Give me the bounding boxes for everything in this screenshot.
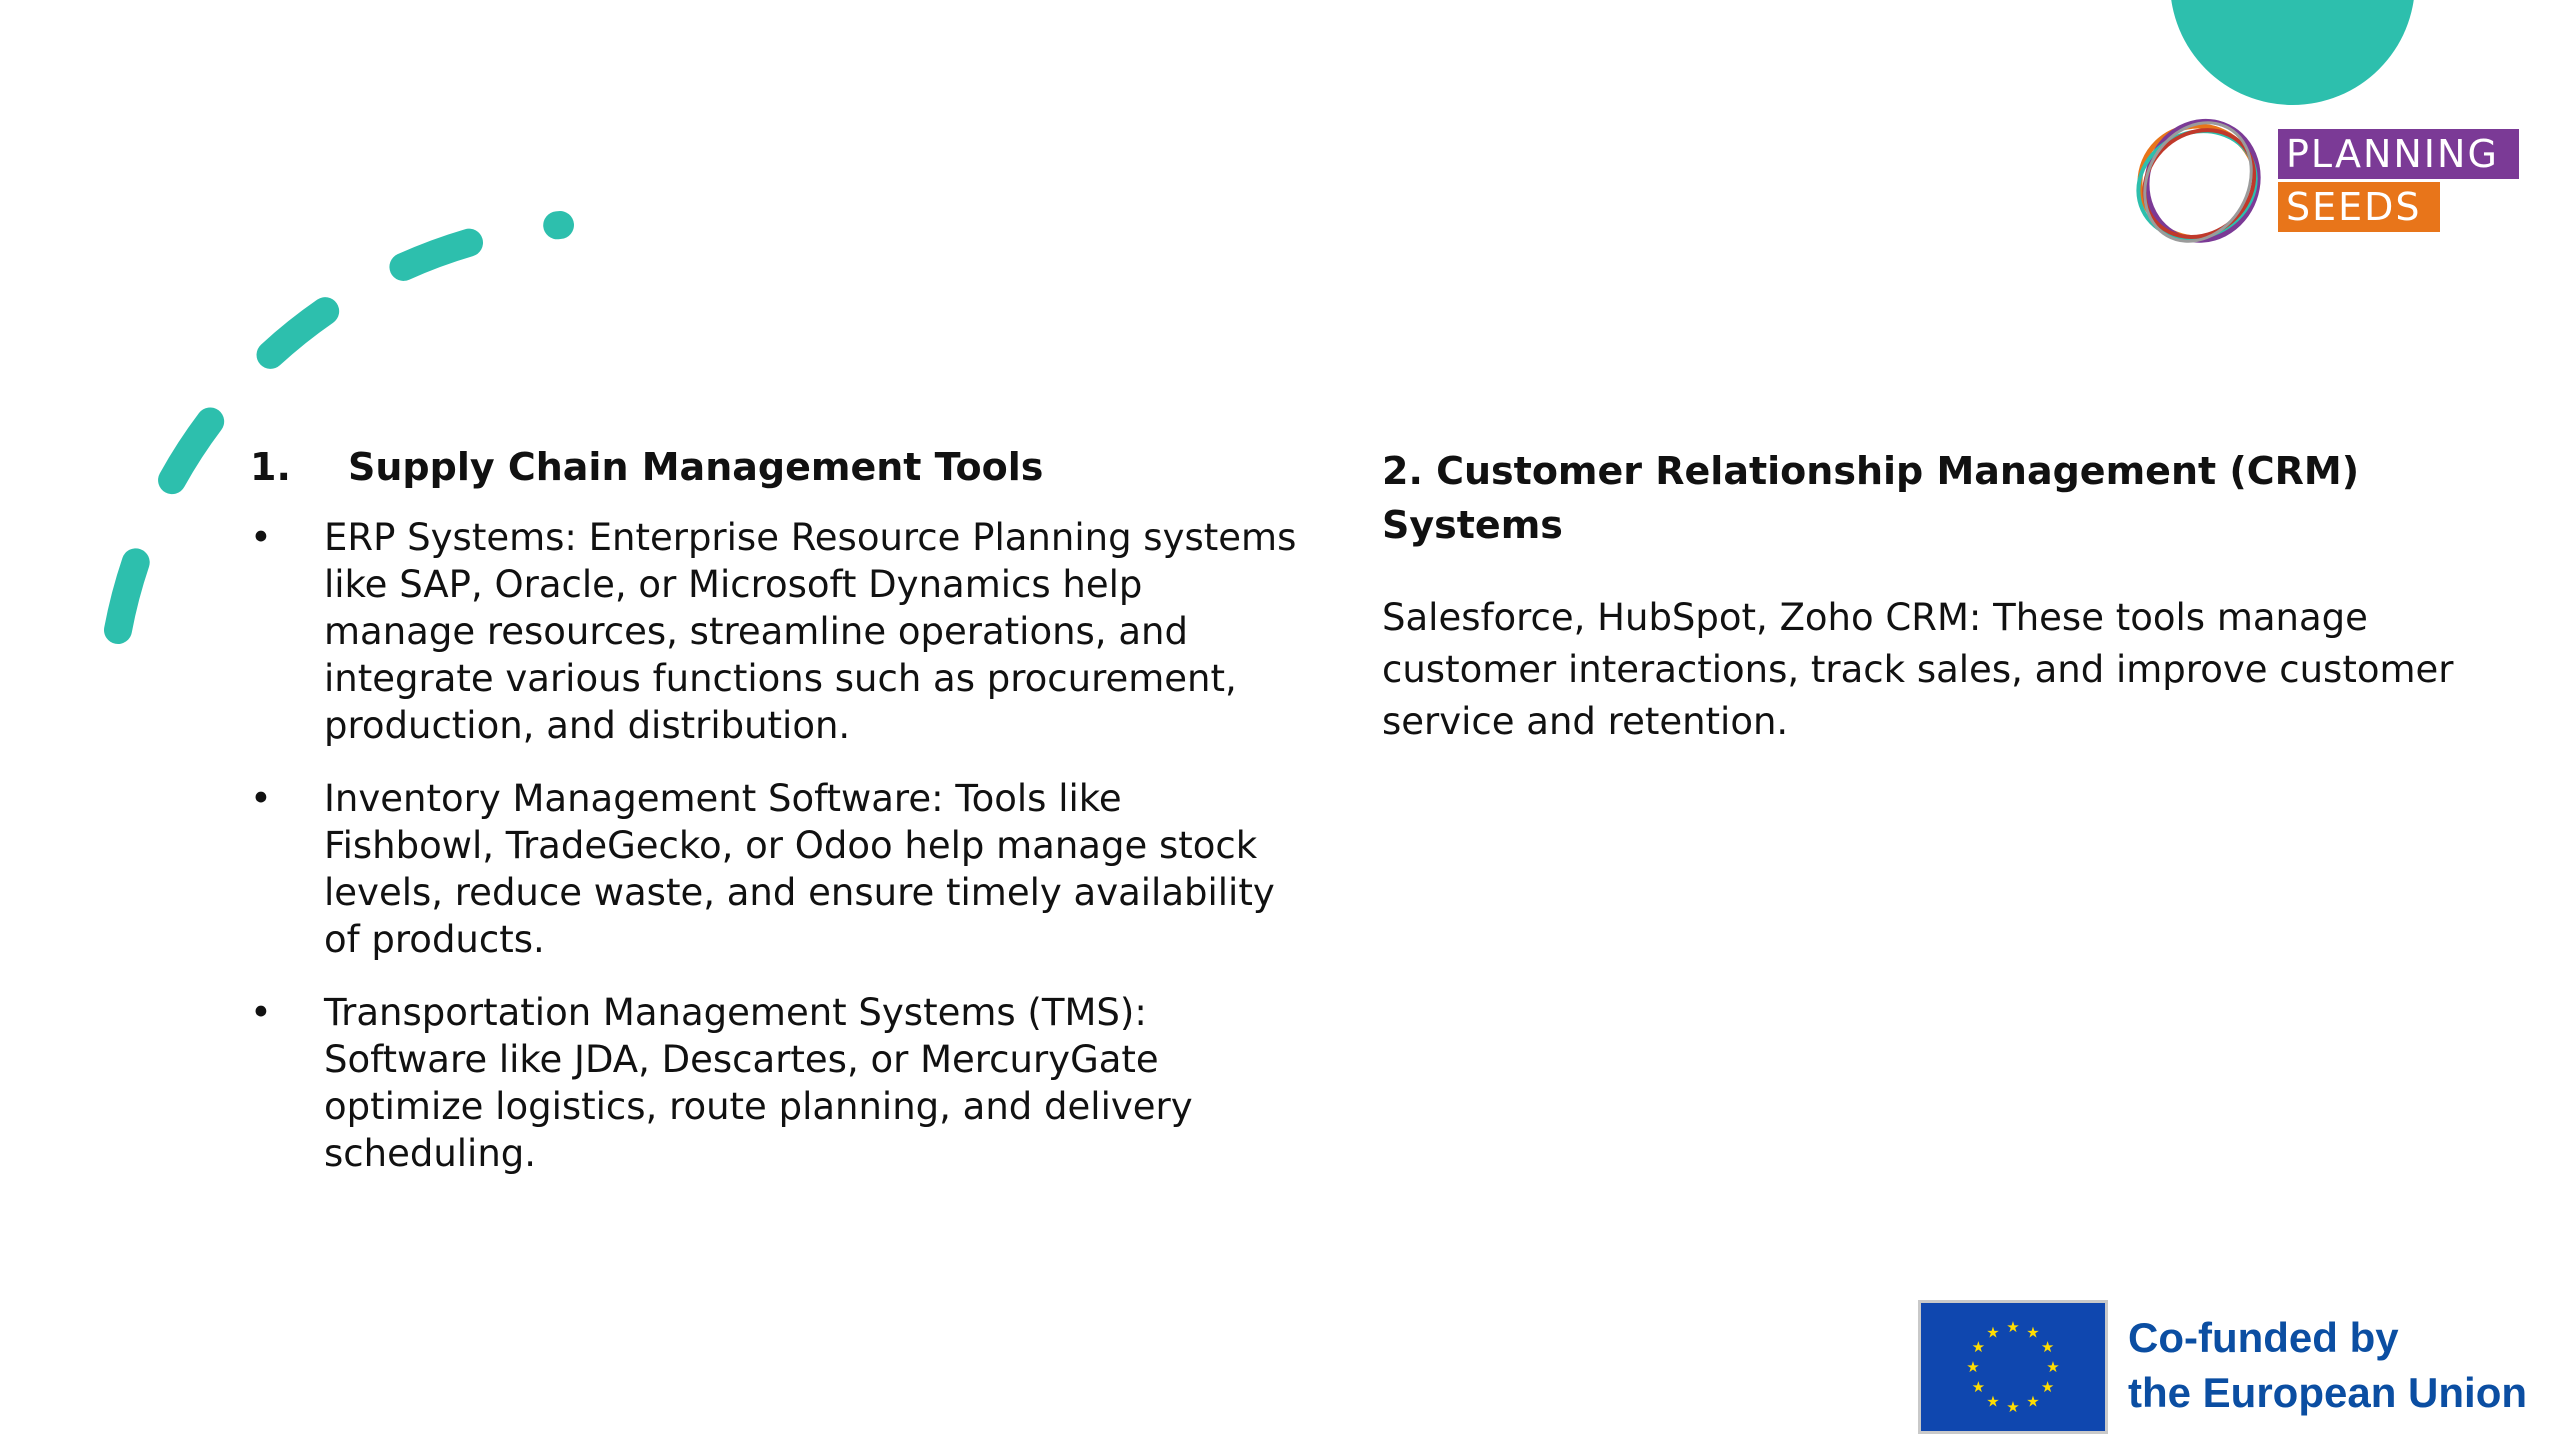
eu-funding-logo [1918, 1300, 2538, 1440]
eu-flag-icon [1918, 1300, 2108, 1434]
logo-rings-icon [2128, 112, 2273, 252]
list-item [250, 514, 1300, 749]
list-item [250, 775, 1300, 963]
eu-star-icon: ★ [1986, 1323, 2000, 1342]
section1-number: 1. [250, 445, 291, 489]
section1-title: Supply Chain Management Tools [348, 445, 1044, 489]
eu-funding-text [2128, 1310, 2527, 1420]
supply-chain-list [250, 514, 1300, 1177]
eu-star-icon: ★ [2026, 1323, 2040, 1342]
list-item-text: Transportation Management Systems (TMS): Software like JDA, Descartes, or MercuryGate optimize logistics, route planning, and delivery scheduling. [324, 991, 1193, 1175]
eu-star-icon: ★ [1986, 1392, 2000, 1411]
eu-star-icon: ★ [1971, 1378, 1986, 1396]
eu-funding-line1: Co-funded by [2128, 1314, 2399, 1361]
eu-star-icon: ★ [2040, 1338, 2055, 1356]
eu-star-icon: ★ [2006, 1398, 2020, 1416]
eu-star-icon: ★ [1971, 1338, 1986, 1356]
eu-star-icon: ★ [2026, 1392, 2040, 1411]
bullet-icon: • [250, 516, 272, 559]
list-item-text: ERP Systems: Enterprise Resource Planning systems like SAP, Oracle, or Microsoft Dynamics help manage resources, streamline operations, and integrate various functions such as procurement, production, and distribution. [324, 516, 1297, 747]
eu-stars-icon [1921, 1303, 2105, 1431]
eu-funding-line2: the European Union [2128, 1369, 2527, 1416]
eu-star-icon: ★ [2040, 1378, 2055, 1396]
list-item [250, 989, 1300, 1177]
section2-heading: 2. Customer Relationship Management (CRM) Systems [1382, 449, 2360, 547]
eu-star-icon: ★ [2006, 1318, 2020, 1336]
planning-seeds-logo [2128, 112, 2528, 252]
list-item-text: Inventory Management Software: Tools like Fishbowl, TradeGecko, or Odoo help manage stock levels, reduce waste, and ensure timely availability of products. [324, 777, 1275, 961]
eu-star-icon: ★ [2046, 1358, 2060, 1376]
logo-seeds-text: SEEDS [2278, 182, 2440, 232]
section1-heading [250, 440, 1300, 494]
logo-planning-text: PLANNING [2278, 129, 2519, 179]
section2-body: Salesforce, HubSpot, Zoho CRM: These tools manage customer interactions, track sales, and improve customer service and retention. [1382, 596, 2454, 743]
decorative-teal-circle [2170, 0, 2415, 105]
supply-chain-section [250, 440, 1300, 1203]
bullet-icon: • [250, 777, 272, 820]
crm-section [1382, 444, 2502, 748]
eu-star-icon: ★ [1966, 1358, 1980, 1376]
bullet-icon: • [250, 991, 272, 1034]
